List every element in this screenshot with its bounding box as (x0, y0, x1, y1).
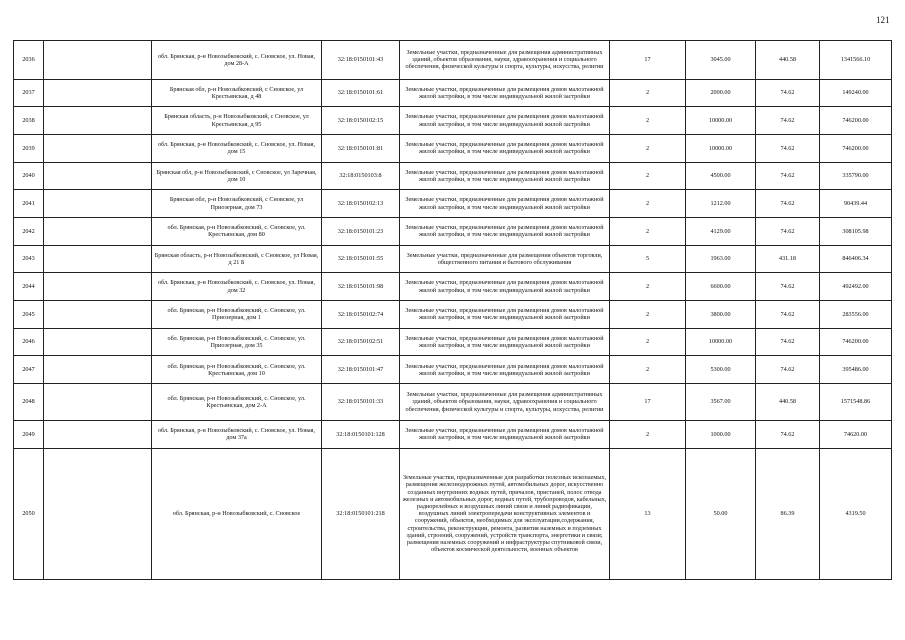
row-number: 2039 (14, 134, 44, 162)
rate-cell: 74.62 (756, 162, 820, 190)
empty-cell (44, 448, 152, 579)
area-cell: 50.00 (686, 448, 756, 579)
table-body (14, 41, 892, 580)
table-row (14, 79, 892, 107)
area-cell: 6600.00 (686, 273, 756, 301)
cadastral-value-cell: 283556.00 (820, 301, 892, 329)
row-number: 2044 (14, 273, 44, 301)
table-row (14, 245, 892, 273)
empty-cell (44, 421, 152, 449)
empty-cell (44, 356, 152, 384)
cadastral-number-cell: 32:18:0150101:33 (322, 384, 400, 421)
address-cell: обл. Брянская, р-н Новозыбковский, с. Сновское, ул. Крестьянская, дом 80 (152, 217, 322, 245)
cadastral-value-cell: 746200.00 (820, 107, 892, 135)
cadastral-value-cell: 492492.00 (820, 273, 892, 301)
empty-cell (44, 190, 152, 218)
rate-cell: 74.62 (756, 79, 820, 107)
area-cell: 10000.00 (686, 134, 756, 162)
use-code-cell: 2 (610, 217, 686, 245)
area-cell: 4500.00 (686, 162, 756, 190)
address-cell: обл. Брянская, р-н Новозыбковский, с. Сновское, ул. Новая, дом 28-А (152, 41, 322, 80)
address-cell: обл. Брянская, р-н Новозыбковский, с. Сновское, ул. Крестьянская, дом 2-А (152, 384, 322, 421)
cadastral-value-cell: 149240.00 (820, 79, 892, 107)
table-row (14, 301, 892, 329)
cadastral-number-cell: 32:18:0150102:74 (322, 301, 400, 329)
page-number: 121 (876, 15, 890, 25)
use-code-cell: 5 (610, 245, 686, 273)
area-cell: 2000.00 (686, 79, 756, 107)
address-cell: Брянская область, р-н Новозыбковский, с Сновское, ул Крестьянская, д 95 (152, 107, 322, 135)
rate-cell: 431.18 (756, 245, 820, 273)
table-row (14, 448, 892, 579)
address-cell: Брянская обл, р-н Новозыбковский, с Сновское, ул Приозерная, дом 73 (152, 190, 322, 218)
use-code-cell: 2 (610, 301, 686, 329)
cadastral-number-cell: 32:18:0150101:98 (322, 273, 400, 301)
land-use-cell: Земельные участки, предназначенные для размещения домов малоэтажной жилой застройки, в том числе индивидуальной жилой застройки (400, 190, 610, 218)
use-code-cell: 2 (610, 421, 686, 449)
rate-cell: 74.62 (756, 273, 820, 301)
cadastral-number-cell: 32:18:0150101:47 (322, 356, 400, 384)
row-number: 2047 (14, 356, 44, 384)
empty-cell (44, 134, 152, 162)
cadastral-number-cell: 32:18:0150101:218 (322, 448, 400, 579)
use-code-cell: 2 (610, 79, 686, 107)
area-cell: 5300.00 (686, 356, 756, 384)
cadastral-value-cell: 308105.98 (820, 217, 892, 245)
area-cell: 3800.00 (686, 301, 756, 329)
cadastral-number-cell: 32:18:0150101:23 (322, 217, 400, 245)
land-use-cell: Земельные участки, предназначенные для размещения домов малоэтажной жилой застройки, в том числе индивидуальной жилой застройки (400, 162, 610, 190)
row-number: 2042 (14, 217, 44, 245)
area-cell: 1212.00 (686, 190, 756, 218)
rate-cell: 74.62 (756, 301, 820, 329)
empty-cell (44, 107, 152, 135)
cadastral-value-cell: 846406.34 (820, 245, 892, 273)
table-row (14, 356, 892, 384)
use-code-cell: 2 (610, 356, 686, 384)
area-cell: 3045.00 (686, 41, 756, 80)
address-cell: обл. Брянская, р-н Новозыбковский, с. Сновское (152, 448, 322, 579)
cadastral-value-cell: 1341566.10 (820, 41, 892, 80)
empty-cell (44, 41, 152, 80)
row-number: 2037 (14, 79, 44, 107)
row-number: 2049 (14, 421, 44, 449)
area-cell: 1000.00 (686, 421, 756, 449)
row-number: 2038 (14, 107, 44, 135)
land-use-cell: Земельные участки, предназначенные для размещения административных зданий, объектов образования, науки, здравоохранения и социального обеспечения, физической культуры и спорта, культуры, искусства, религии (400, 41, 610, 80)
address-cell: Брянская обл, р-н Новозыбковский, с Сновское, ул Крестьянская, д 48 (152, 79, 322, 107)
row-number: 2046 (14, 328, 44, 356)
land-use-cell: Земельные участки, предназначенные для размещения домов малоэтажной жилой застройки, в том числе индивидуальной жилой застройки (400, 217, 610, 245)
address-cell: обл. Брянская, р-н Новозыбковский, с. Сновское, ул. Новая, дом 37а (152, 421, 322, 449)
table-row (14, 134, 892, 162)
cadastral-number-cell: 32:18:0150102:13 (322, 190, 400, 218)
use-code-cell: 2 (610, 134, 686, 162)
area-cell: 10000.00 (686, 107, 756, 135)
cadastral-number-cell: 32:18:0150102:15 (322, 107, 400, 135)
land-use-cell: Земельные участки, предназначенные для разработки полезных ископаемых, размещения железнодорожных путей, автомобильных дорог, искусственно созданных внутренних водных путей, причалов, пристаней, полос отвода железных и автомобильных дорог, водных путей, трубопроводов, кабельных, радиорелейных и воздушных линий связи и линий радиофикации, воздушных линий электропередачи конструктивных элементов и сооружений, объектов, необходимых для эксплуатации,содержания, строительства, реконструкции, ремонта, развития наземных и подземных зданий, строений, сооружений, устройств транспорта, энергетики и связи; размещения наземных сооружений и инфраструктуры спутниковой связи, объектов космической деятельности, военных объектов (400, 448, 610, 579)
cadastral-number-cell: 32:18:0150103:8 (322, 162, 400, 190)
table-row (14, 328, 892, 356)
empty-cell (44, 79, 152, 107)
cadastral-value-cell: 90439.44 (820, 190, 892, 218)
empty-cell (44, 384, 152, 421)
table-row (14, 384, 892, 421)
rate-cell: 74.62 (756, 190, 820, 218)
land-use-cell: Земельные участки, предназначенные для размещения объектов торговли, общественного питания и бытового обслуживания (400, 245, 610, 273)
empty-cell (44, 328, 152, 356)
empty-cell (44, 245, 152, 273)
table-row (14, 190, 892, 218)
land-use-cell: Земельные участки, предназначенные для размещения домов малоэтажной жилой застройки, в том числе индивидуальной жилой застройки (400, 107, 610, 135)
row-number: 2045 (14, 301, 44, 329)
row-number: 2043 (14, 245, 44, 273)
area-cell: 3567.00 (686, 384, 756, 421)
table-row (14, 107, 892, 135)
land-registry-table (13, 40, 892, 580)
table-row (14, 162, 892, 190)
land-use-cell: Земельные участки, предназначенные для размещения домов малоэтажной жилой застройки, в том числе индивидуальной жилой застройки (400, 134, 610, 162)
table-row (14, 273, 892, 301)
row-number: 2050 (14, 448, 44, 579)
rate-cell: 440.58 (756, 41, 820, 80)
cadastral-number-cell: 32:18:0150102:51 (322, 328, 400, 356)
rate-cell: 74.62 (756, 421, 820, 449)
address-cell: обл. Брянская, р-н Новозыбковский, с. Сновское, ул. Приозерная, дом 1 (152, 301, 322, 329)
cadastral-value-cell: 1571548.86 (820, 384, 892, 421)
rate-cell: 86.39 (756, 448, 820, 579)
row-number: 2041 (14, 190, 44, 218)
row-number: 2040 (14, 162, 44, 190)
area-cell: 1963.00 (686, 245, 756, 273)
cadastral-number-cell: 32:18:0150101:61 (322, 79, 400, 107)
land-use-cell: Земельные участки, предназначенные для размещения домов малоэтажной жилой застройки, в том числе индивидуальной жилой застройки (400, 301, 610, 329)
use-code-cell: 17 (610, 41, 686, 80)
table-row (14, 421, 892, 449)
empty-cell (44, 162, 152, 190)
use-code-cell: 2 (610, 190, 686, 218)
row-number: 2036 (14, 41, 44, 80)
use-code-cell: 2 (610, 273, 686, 301)
land-use-cell: Земельные участки, предназначенные для размещения домов малоэтажной жилой застройки, в том числе индивидуальной жилой застройки (400, 79, 610, 107)
land-use-cell: Земельные участки, предназначенные для размещения административных зданий, объектов образования, науки, здравоохранения и социального обеспечения, физической культуры и спорта, культуры, искусства, религии (400, 384, 610, 421)
empty-cell (44, 301, 152, 329)
address-cell: Брянская обл, р-н Новозыбковский, с Сновское, ул Заречная, дом 10 (152, 162, 322, 190)
rate-cell: 440.58 (756, 384, 820, 421)
address-cell: обл. Брянская, р-н Новозыбковский, с. Сновское, ул. Новая, дом 32 (152, 273, 322, 301)
cadastral-number-cell: 32:18:0150101:81 (322, 134, 400, 162)
area-cell: 4129.00 (686, 217, 756, 245)
cadastral-value-cell: 335790.00 (820, 162, 892, 190)
rate-cell: 74.62 (756, 107, 820, 135)
cadastral-value-cell: 395486.00 (820, 356, 892, 384)
rate-cell: 74.62 (756, 328, 820, 356)
address-cell: обл. Брянская, р-н Новозыбковский, с. Сновское, ул. Крестьянская, дом 10 (152, 356, 322, 384)
empty-cell (44, 273, 152, 301)
land-use-cell: Земельные участки, предназначенные для размещения домов малоэтажной жилой застройки, в том числе индивидуальной жилой застройки (400, 328, 610, 356)
use-code-cell: 2 (610, 162, 686, 190)
use-code-cell: 2 (610, 328, 686, 356)
address-cell: обл. Брянская, р-н Новозыбковский, с. Сновское, ул. Новая, дом 15 (152, 134, 322, 162)
cadastral-number-cell: 32:18:0150101:43 (322, 41, 400, 80)
cadastral-value-cell: 746200.00 (820, 328, 892, 356)
row-number: 2048 (14, 384, 44, 421)
use-code-cell: 2 (610, 107, 686, 135)
land-use-cell: Земельные участки, предназначенные для размещения домов малоэтажной жилой застройки, в том числе индивидуальной жилой застройки (400, 273, 610, 301)
empty-cell (44, 217, 152, 245)
cadastral-value-cell: 74620.00 (820, 421, 892, 449)
cadastral-number-cell: 32:18:0150101:55 (322, 245, 400, 273)
table-row (14, 41, 892, 80)
land-use-cell: Земельные участки, предназначенные для размещения домов малоэтажной жилой застройки, в том числе индивидуальной жилой застройки (400, 421, 610, 449)
cadastral-value-cell: 746200.00 (820, 134, 892, 162)
area-cell: 10000.00 (686, 328, 756, 356)
use-code-cell: 17 (610, 384, 686, 421)
rate-cell: 74.62 (756, 356, 820, 384)
address-cell: Брянская область, р-н Новозыбковский, с Сновское, ул Новая, д 21 Б (152, 245, 322, 273)
table-row (14, 217, 892, 245)
land-use-cell: Земельные участки, предназначенные для размещения домов малоэтажной жилой застройки, в том числе индивидуальной жилой застройки (400, 356, 610, 384)
rate-cell: 74.62 (756, 134, 820, 162)
cadastral-value-cell: 4319.50 (820, 448, 892, 579)
rate-cell: 74.62 (756, 217, 820, 245)
use-code-cell: 13 (610, 448, 686, 579)
cadastral-number-cell: 32:18:0150101:128 (322, 421, 400, 449)
address-cell: обл. Брянская, р-н Новозыбковский, с. Сновское, ул. Приозерная, дом 35 (152, 328, 322, 356)
